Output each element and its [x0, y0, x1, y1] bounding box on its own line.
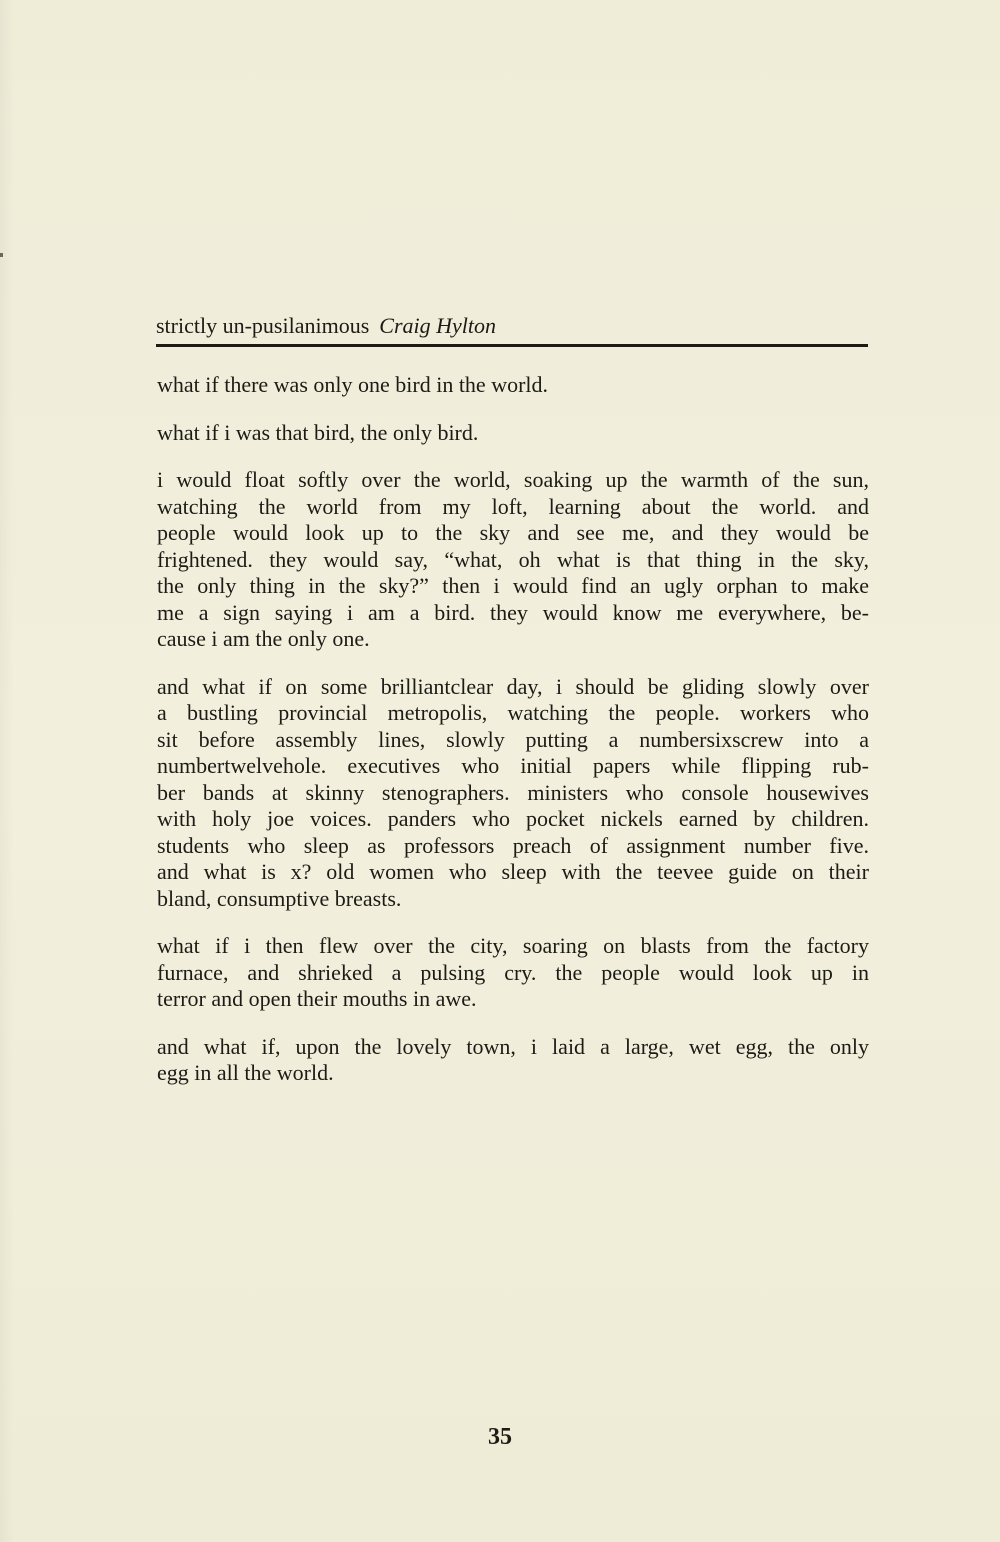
text-line: egg in all the world. [157, 1060, 334, 1085]
text-line: cause i am the only one. [157, 626, 370, 651]
text-line: i would float softly over the world, soaking up the warmth of the sun, [157, 467, 869, 492]
text-line: students who sleep as professors preach of assignment number five. [157, 832, 869, 858]
page-edge-mark [0, 253, 3, 257]
paragraph [157, 1034, 869, 1087]
section-title: strictly un-pusilanimous [156, 313, 370, 338]
paragraph [157, 674, 869, 913]
text-line: and what if, upon the lovely town, i laid a large, wet egg, the only [157, 1033, 869, 1059]
text-line: the only thing in the sky?” then i would find an ugly orphan to make [157, 573, 869, 598]
text-line: what if there was only one bird in the world. [157, 372, 549, 397]
paragraph [157, 467, 869, 653]
text-line: terror and open their mouths in awe. [157, 986, 477, 1011]
running-header [156, 311, 868, 347]
header-rule [156, 344, 868, 347]
author-name: Craig Hylton [379, 313, 496, 338]
text-line: a bustling provincial metropolis, watching the people. workers who [157, 700, 869, 725]
page-number: 35 [488, 1424, 512, 1450]
text-line: furnace, and shrieked a pulsing cry. the people would look up in [157, 959, 869, 985]
paragraph [157, 372, 869, 399]
text-line: with holy joe voices. panders who pocket nickels earned by children. [157, 806, 869, 831]
text-line: what if i was that bird, the only bird. [157, 419, 479, 445]
poem-body [157, 372, 869, 1108]
text-line: frightened. they would say, “what, oh what is that thing in the sky, [157, 546, 869, 572]
text-line: watching the world from my loft, learning about the world. and [157, 493, 869, 519]
text-line: ber bands at skinny stenographers. ministers who console housewives [157, 779, 869, 805]
text-line: and what if on some brilliantclear day, i should be gliding slowly over [157, 673, 869, 699]
text-line: sit before assembly lines, slowly putting a numbersixscrew into a [157, 726, 869, 752]
text-line: numbertwelvehole. executives who initial papers while flipping rub- [157, 753, 869, 778]
paragraph [157, 420, 869, 447]
text-line: me a sign saying i am a bird. they would know me everywhere, be- [157, 599, 869, 625]
text-line: what if i then flew over the city, soaring on blasts from the factory [157, 933, 869, 958]
paragraph [157, 933, 869, 1013]
text-line: and what is x? old women who sleep with the teevee guide on their [157, 859, 869, 884]
text-line: bland, consumptive breasts. [157, 885, 402, 911]
text-line: people would look up to the sky and see me, and they would be [157, 520, 869, 545]
